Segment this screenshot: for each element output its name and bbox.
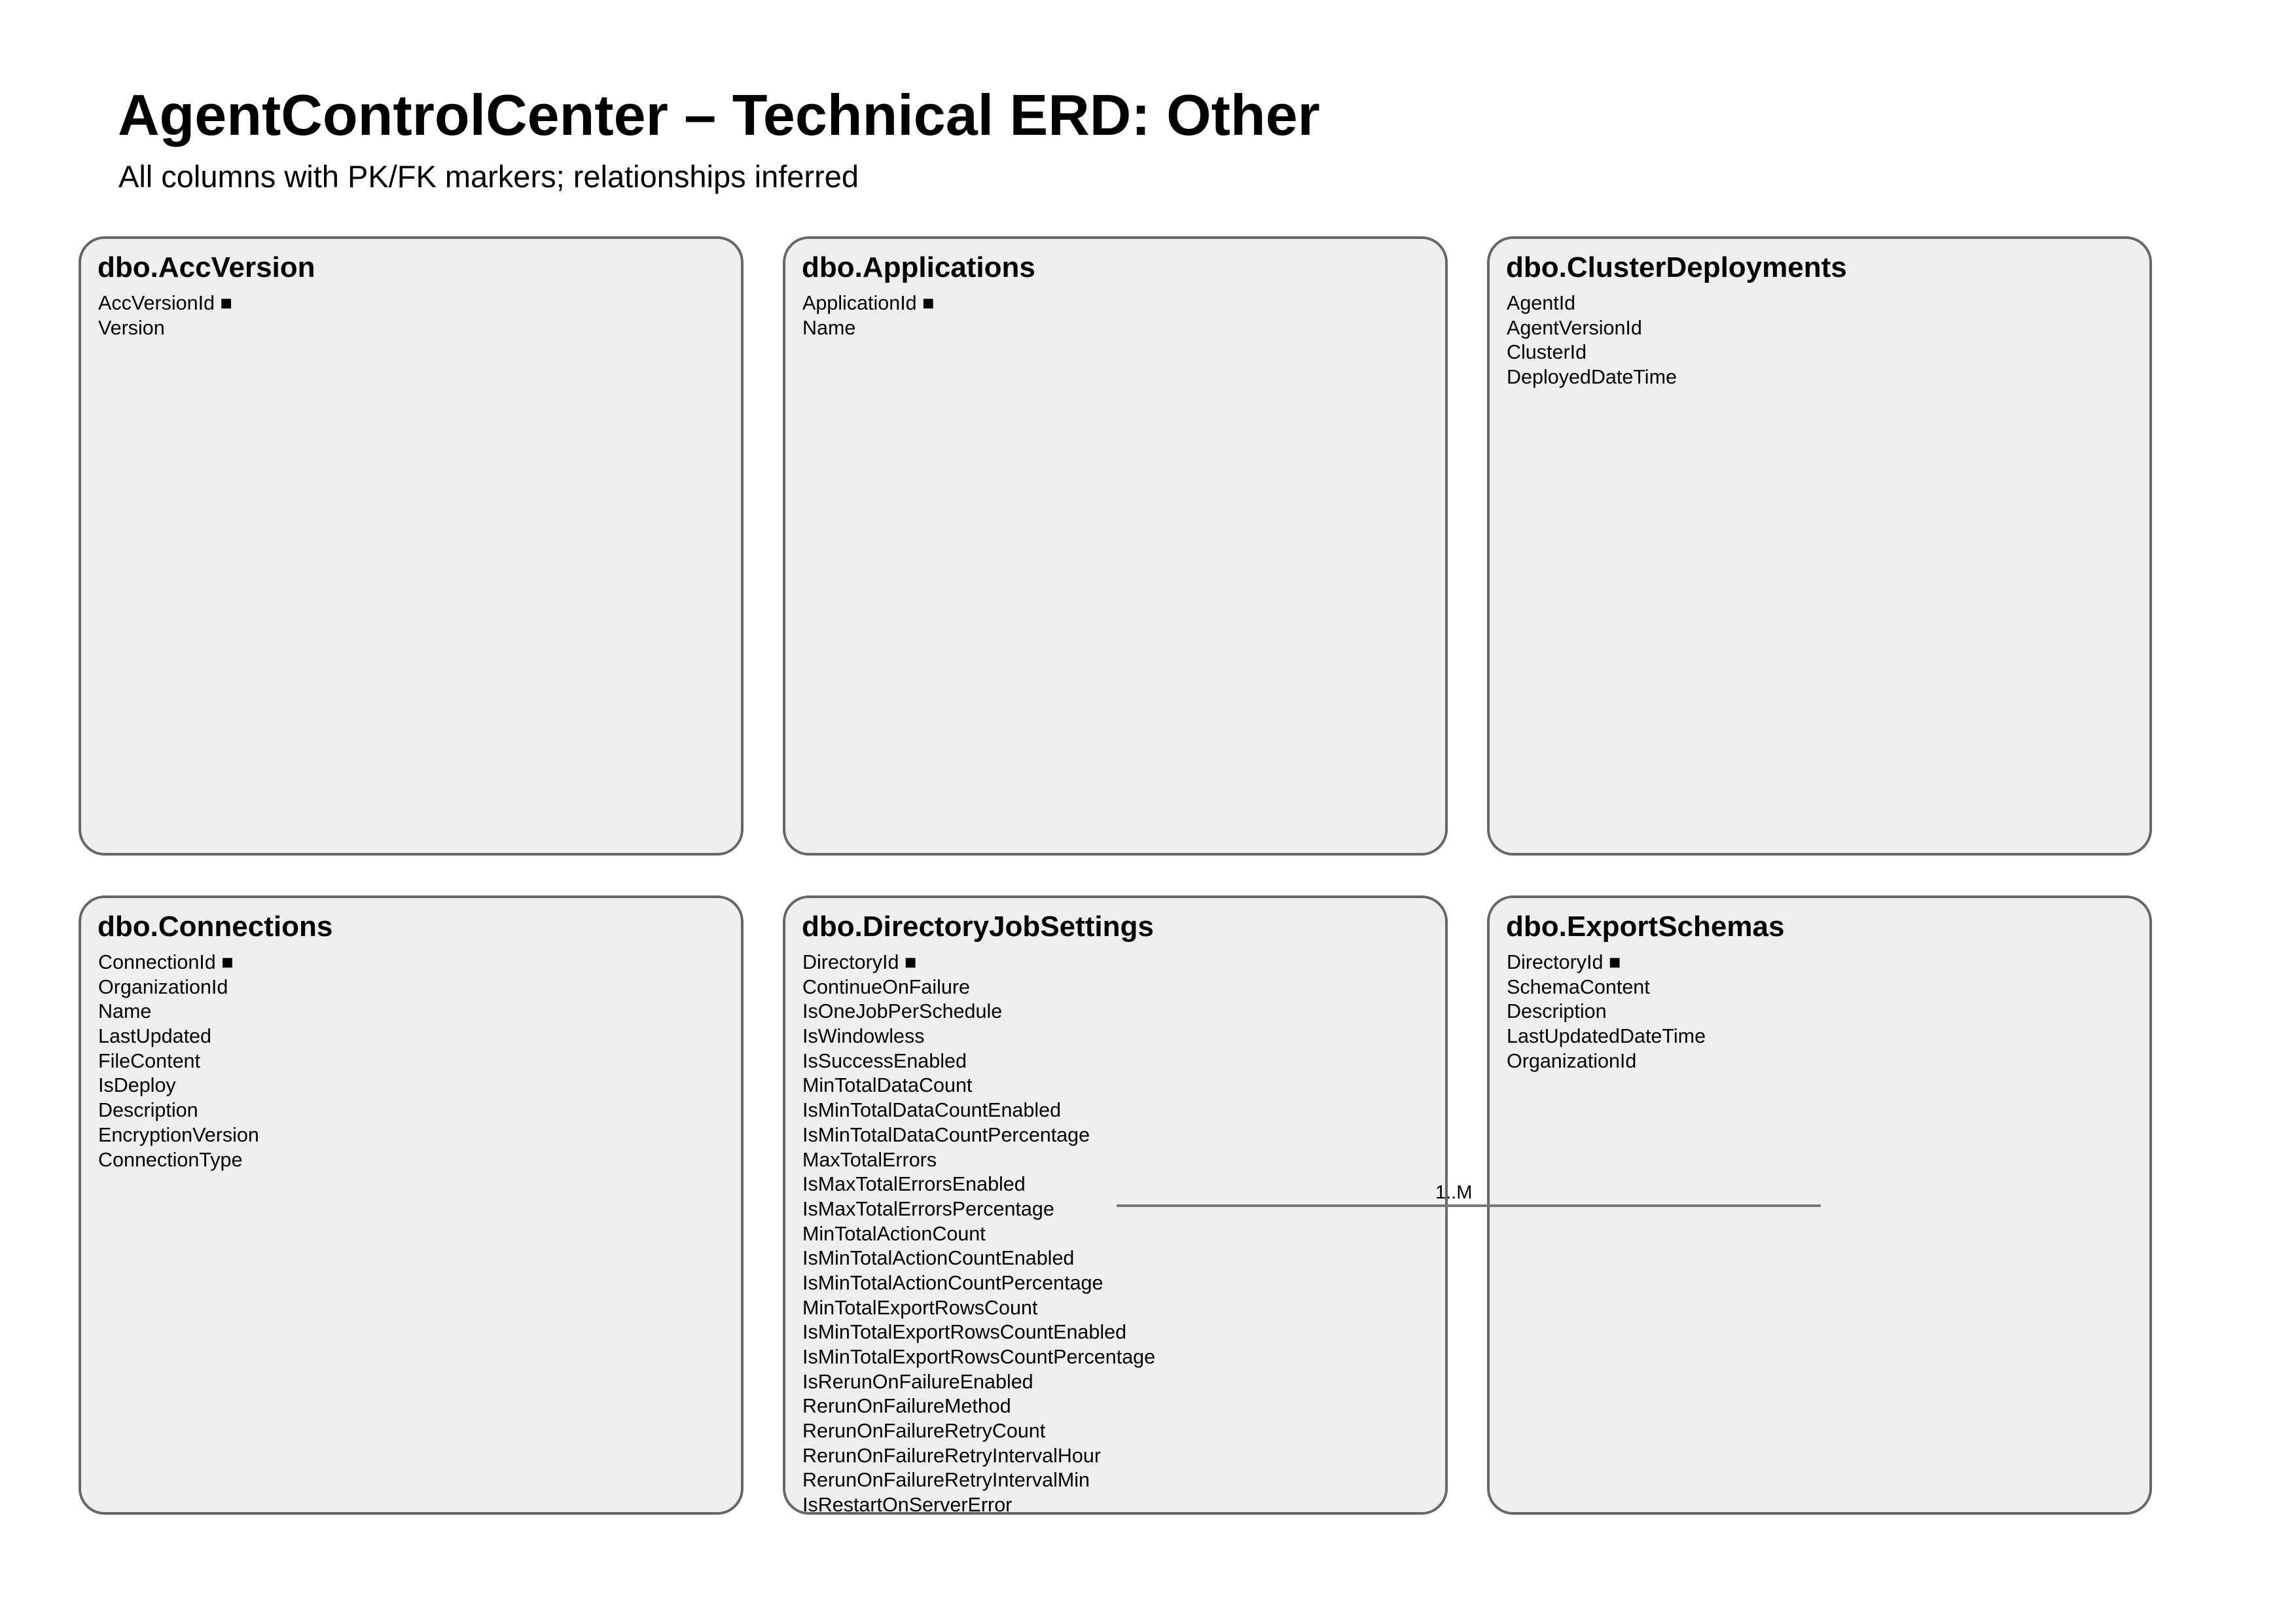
column-name: IsMinTotalDataCountEnabled xyxy=(802,1099,1062,1122)
entity-name: dbo.Applications xyxy=(802,251,1035,283)
column-list xyxy=(802,950,1155,1515)
column xyxy=(802,1098,1155,1123)
column xyxy=(98,1148,259,1173)
column-name: ClusterId xyxy=(1507,341,1587,364)
column-name: IsMaxTotalErrorsEnabled xyxy=(802,1173,1026,1196)
column xyxy=(802,1320,1155,1345)
column xyxy=(802,1493,1155,1515)
column-name: IsDeploy xyxy=(98,1074,176,1097)
diagram-subtitle: All columns with PK/FK markers; relationships inferred xyxy=(118,159,859,194)
column xyxy=(1507,316,1677,341)
column xyxy=(1507,1000,1706,1024)
column-name: ConnectionType xyxy=(98,1148,243,1171)
column-name: Description xyxy=(1507,1000,1607,1023)
entity-cluster-deployments xyxy=(1487,236,2152,856)
column xyxy=(802,1123,1155,1148)
column xyxy=(98,1123,259,1148)
column-name: IsMinTotalActionCountEnabled xyxy=(802,1247,1075,1270)
column-name: RerunOnFailureRetryCount xyxy=(802,1420,1046,1443)
primary-key-icon: ■ xyxy=(1608,951,1621,973)
column-name: Name xyxy=(802,316,856,339)
column-name: Description xyxy=(98,1099,198,1122)
column-name: RerunOnFailureMethod xyxy=(802,1395,1011,1418)
column xyxy=(802,316,935,341)
column-list xyxy=(1507,950,1706,1074)
column-name: OrganizationId xyxy=(1507,1049,1637,1072)
column xyxy=(802,975,1155,1000)
column-name: ApplicationId xyxy=(802,292,917,314)
column xyxy=(98,316,232,341)
column-name: IsMinTotalActionCountPercentage xyxy=(802,1271,1103,1294)
column xyxy=(802,1468,1155,1493)
primary-key-column xyxy=(802,950,1155,975)
column xyxy=(802,1296,1155,1321)
column xyxy=(802,1345,1155,1370)
entity-name: dbo.ClusterDeployments xyxy=(1506,251,1847,283)
column xyxy=(98,1049,259,1074)
column-list xyxy=(1507,291,1677,390)
column xyxy=(1507,975,1706,1000)
entity-name: dbo.ExportSchemas xyxy=(1506,911,1785,943)
entity-acc-version xyxy=(79,236,744,856)
primary-key-icon: ■ xyxy=(922,292,935,314)
column-name: EncryptionVersion xyxy=(98,1123,259,1146)
column xyxy=(98,1098,259,1123)
column xyxy=(1507,1049,1706,1074)
column xyxy=(1507,340,1677,365)
column-name: AccVersionId xyxy=(98,292,215,314)
entity-name: dbo.DirectoryJobSettings xyxy=(802,911,1154,943)
column xyxy=(1507,365,1677,390)
column-name: LastUpdatedDateTime xyxy=(1507,1025,1706,1048)
column xyxy=(802,1049,1155,1074)
column-name: MinTotalActionCount xyxy=(802,1222,986,1245)
entity-connections xyxy=(79,895,744,1515)
column xyxy=(802,1000,1155,1024)
column xyxy=(802,1024,1155,1049)
column-name: DeployedDateTime xyxy=(1507,366,1677,389)
primary-key-column xyxy=(98,950,259,975)
column xyxy=(1507,291,1677,316)
diagram-title: AgentControlCenter – Technical ERD: Other xyxy=(118,82,1320,147)
column-name: RerunOnFailureRetryIntervalHour xyxy=(802,1444,1101,1467)
column-name: MinTotalDataCount xyxy=(802,1074,973,1097)
column-name: MaxTotalErrors xyxy=(802,1148,937,1171)
column-name: SchemaContent xyxy=(1507,975,1650,998)
column-name: IsOneJobPerSchedule xyxy=(802,1000,1003,1023)
entity-name: dbo.AccVersion xyxy=(98,251,315,283)
column-name: IsMinTotalExportRowsCountEnabled xyxy=(802,1321,1127,1344)
column-name: AgentVersionId xyxy=(1507,316,1642,339)
column-list xyxy=(802,291,935,340)
column xyxy=(802,1246,1155,1271)
primary-key-column xyxy=(1507,950,1706,975)
column-name: DirectoryId xyxy=(802,951,899,973)
column xyxy=(802,1222,1155,1247)
column-name: OrganizationId xyxy=(98,975,228,998)
column xyxy=(802,1444,1155,1469)
column-name: Version xyxy=(98,316,165,339)
column-name: IsMinTotalExportRowsCountPercentage xyxy=(802,1346,1156,1368)
column-list xyxy=(98,291,232,340)
column-name: IsMaxTotalErrorsPercentage xyxy=(802,1197,1054,1220)
relationship-cardinality-label: 1..M xyxy=(1435,1182,1473,1203)
column xyxy=(802,1074,1155,1098)
column xyxy=(802,1370,1155,1395)
column xyxy=(802,1419,1155,1444)
column-name: MinTotalExportRowsCount xyxy=(802,1296,1038,1319)
primary-key-icon: ■ xyxy=(904,951,917,973)
primary-key-icon: ■ xyxy=(221,951,234,973)
entity-export-schemas xyxy=(1487,895,2152,1515)
column xyxy=(802,1148,1155,1173)
column xyxy=(98,1000,259,1024)
column xyxy=(802,1172,1155,1197)
column-name: IsRestartOnServerError xyxy=(802,1494,1013,1515)
column-name: ConnectionId xyxy=(98,951,216,973)
column-name: Name xyxy=(98,1000,152,1023)
column-name: LastUpdated xyxy=(98,1025,211,1048)
column-name: RerunOnFailureRetryIntervalMin xyxy=(802,1469,1090,1492)
column xyxy=(802,1394,1155,1419)
column xyxy=(98,1074,259,1098)
column xyxy=(98,975,259,1000)
column xyxy=(802,1271,1155,1296)
column xyxy=(802,1197,1155,1222)
primary-key-column xyxy=(98,291,232,316)
column-name: IsSuccessEnabled xyxy=(802,1049,967,1072)
column-name: IsRerunOnFailureEnabled xyxy=(802,1370,1033,1393)
column-name: ContinueOnFailure xyxy=(802,975,971,998)
column-name: AgentId xyxy=(1507,292,1576,314)
column xyxy=(1507,1024,1706,1049)
column xyxy=(98,1024,259,1049)
column-name: FileContent xyxy=(98,1049,200,1072)
column-list xyxy=(98,950,259,1172)
primary-key-icon: ■ xyxy=(220,292,232,314)
column-name: IsMinTotalDataCountPercentage xyxy=(802,1123,1090,1146)
column-name: IsWindowless xyxy=(802,1025,925,1048)
entity-applications xyxy=(783,236,1448,856)
column-name: DirectoryId xyxy=(1507,951,1604,973)
entity-directory-job-settings xyxy=(783,895,1448,1515)
primary-key-column xyxy=(802,291,935,316)
entity-name: dbo.Connections xyxy=(98,911,333,943)
